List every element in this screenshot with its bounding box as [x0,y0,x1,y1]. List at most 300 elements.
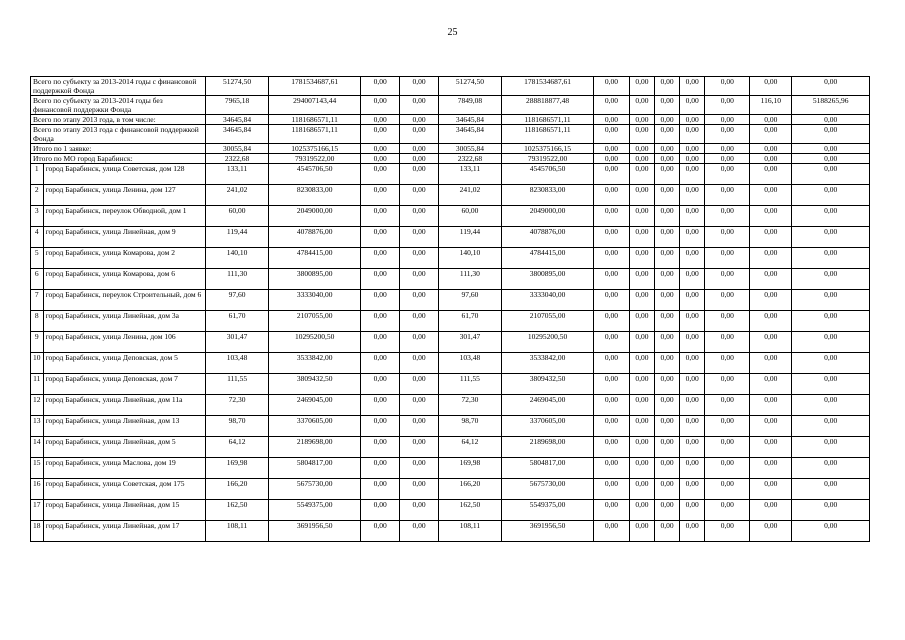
value-cell: 0,00 [361,500,400,521]
value-cell: 64,12 [438,437,501,458]
summary-cell: 0,00 [680,154,705,164]
value-cell: 0,00 [750,311,792,332]
value-cell: 0,00 [400,437,439,458]
data-rows [31,164,870,542]
summary-cell: 79319522,00 [501,154,593,164]
table-row [31,395,870,416]
value-cell: 0,00 [400,500,439,521]
value-cell: 0,00 [750,227,792,248]
value-cell: 0,00 [680,227,705,248]
value-cell: 0,00 [594,479,630,500]
summary-cell: 0,00 [705,154,750,164]
summary-cell: 7849,08 [438,96,501,115]
value-cell: 0,00 [680,290,705,311]
value-cell: 0,00 [750,185,792,206]
value-cell: 0,00 [750,374,792,395]
value-cell: 0,00 [361,164,400,185]
value-cell: 0,00 [750,521,792,542]
table-row [31,248,870,269]
summary-label: Итого по МО город Барабинск: [31,154,206,164]
value-cell: 0,00 [594,311,630,332]
summary-cell: 34645,84 [206,115,269,125]
value-cell: 0,00 [792,395,870,416]
value-cell: 0,00 [705,353,750,374]
row-number: 1 [31,164,44,185]
value-cell: 8230833,00 [269,185,361,206]
value-cell: 0,00 [361,458,400,479]
summary-row [31,125,870,144]
address-cell: город Барабинск, улица Маслова, дом 19 [43,458,206,479]
value-cell: 0,00 [705,500,750,521]
value-cell: 0,00 [750,395,792,416]
value-cell: 3809432,50 [269,374,361,395]
value-cell: 3800895,00 [501,269,593,290]
value-cell: 111,55 [438,374,501,395]
address-cell: город Барабинск, переулок Обводной, дом 1 [43,206,206,227]
value-cell: 5675730,00 [269,479,361,500]
value-cell: 119,44 [206,227,269,248]
value-cell: 0,00 [361,311,400,332]
row-number: 12 [31,395,44,416]
value-cell: 0,00 [594,248,630,269]
summary-cell: 5188265,96 [792,96,870,115]
summary-cell: 0,00 [654,154,679,164]
value-cell: 4784415,00 [269,248,361,269]
value-cell: 0,00 [594,332,630,353]
value-cell: 0,00 [792,479,870,500]
table-row [31,332,870,353]
value-cell: 0,00 [680,395,705,416]
summary-cell: 34645,84 [438,125,501,144]
value-cell: 0,00 [792,227,870,248]
value-cell: 3691956,50 [269,521,361,542]
summary-cell: 0,00 [400,154,439,164]
summary-cell: 51274,50 [206,77,269,96]
summary-cell: 0,00 [705,125,750,144]
value-cell: 0,00 [705,164,750,185]
summary-cell: 1781534687,61 [269,77,361,96]
value-cell: 0,00 [361,227,400,248]
table-row [31,290,870,311]
value-cell: 0,00 [705,206,750,227]
address-cell: город Барабинск, улица Комарова, дом 6 [43,269,206,290]
value-cell: 0,00 [750,290,792,311]
value-cell: 0,00 [750,479,792,500]
value-cell: 0,00 [400,290,439,311]
row-number: 13 [31,416,44,437]
value-cell: 133,11 [206,164,269,185]
value-cell: 103,48 [438,353,501,374]
value-cell: 0,00 [629,374,654,395]
value-cell: 3533842,00 [269,353,361,374]
value-cell: 0,00 [792,353,870,374]
table-row [31,500,870,521]
value-cell: 0,00 [654,521,679,542]
summary-cell: 0,00 [680,144,705,154]
summary-cell: 1025375166,15 [501,144,593,154]
summary-cell: 0,00 [594,144,630,154]
value-cell: 0,00 [629,437,654,458]
value-cell: 0,00 [705,416,750,437]
value-cell: 0,00 [680,437,705,458]
value-cell: 0,00 [594,164,630,185]
address-cell: город Барабинск, улица Линейная, дом 5 [43,437,206,458]
address-cell: город Барабинск, улица Советская, дом 175 [43,479,206,500]
value-cell: 0,00 [750,269,792,290]
summary-cell: 0,00 [400,77,439,96]
summary-cell: 7965,18 [206,96,269,115]
summary-cell: 0,00 [629,144,654,154]
row-number: 14 [31,437,44,458]
summary-cell: 0,00 [400,144,439,154]
value-cell: 0,00 [705,269,750,290]
value-cell: 0,00 [594,227,630,248]
value-cell: 140,10 [206,248,269,269]
summary-cell: 0,00 [654,144,679,154]
summary-cell: 0,00 [361,115,400,125]
address-cell: город Барабинск, улица Линейная, дом 17 [43,521,206,542]
value-cell: 162,50 [438,500,501,521]
value-cell: 0,00 [792,416,870,437]
summary-cell: 0,00 [594,154,630,164]
value-cell: 0,00 [629,332,654,353]
value-cell: 0,00 [680,521,705,542]
value-cell: 0,00 [400,248,439,269]
value-cell: 2107055,00 [501,311,593,332]
value-cell: 0,00 [654,164,679,185]
value-cell: 0,00 [400,353,439,374]
row-number: 8 [31,311,44,332]
value-cell: 61,70 [438,311,501,332]
value-cell: 0,00 [792,500,870,521]
value-cell: 0,00 [792,269,870,290]
value-cell: 119,44 [438,227,501,248]
value-cell: 0,00 [705,311,750,332]
value-cell: 0,00 [629,248,654,269]
value-cell: 4078876,00 [501,227,593,248]
address-cell: город Барабинск, улица Линейная, дом 11а [43,395,206,416]
value-cell: 0,00 [361,248,400,269]
summary-cell: 0,00 [361,77,400,96]
value-cell: 0,00 [654,458,679,479]
value-cell: 111,30 [206,269,269,290]
value-cell: 3333040,00 [501,290,593,311]
row-number: 9 [31,332,44,353]
table-row [31,353,870,374]
summary-cell: 0,00 [400,125,439,144]
summary-cell: 0,00 [705,96,750,115]
row-number: 4 [31,227,44,248]
table-row [31,374,870,395]
value-cell: 0,00 [654,416,679,437]
summary-cell: 1025375166,15 [269,144,361,154]
value-cell: 0,00 [705,395,750,416]
value-cell: 0,00 [654,206,679,227]
summary-label: Всего по субъекту за 2013-2014 годы без финансовой поддержки Фонда [31,96,206,115]
value-cell: 0,00 [750,458,792,479]
value-cell: 0,00 [400,269,439,290]
summary-cell: 0,00 [654,115,679,125]
value-cell: 98,70 [438,416,501,437]
value-cell: 0,00 [361,332,400,353]
value-cell: 0,00 [594,458,630,479]
value-cell: 0,00 [361,185,400,206]
summary-row [31,96,870,115]
value-cell: 0,00 [705,332,750,353]
summary-cell: 0,00 [629,154,654,164]
summary-cell: 0,00 [750,77,792,96]
summary-cell: 2322,68 [206,154,269,164]
table-row [31,164,870,185]
value-cell: 0,00 [792,437,870,458]
value-cell: 10295200,50 [269,332,361,353]
value-cell: 0,00 [594,395,630,416]
value-cell: 0,00 [792,248,870,269]
value-cell: 0,00 [705,185,750,206]
value-cell: 166,20 [206,479,269,500]
table-row [31,521,870,542]
summary-cell: 0,00 [400,96,439,115]
value-cell: 111,55 [206,374,269,395]
value-cell: 0,00 [705,479,750,500]
address-cell: город Барабинск, улица Линейная, дом 9 [43,227,206,248]
value-cell: 4545706,50 [501,164,593,185]
value-cell: 0,00 [400,206,439,227]
value-cell: 0,00 [750,353,792,374]
value-cell: 0,00 [361,374,400,395]
value-cell: 0,00 [594,416,630,437]
value-cell: 301,47 [438,332,501,353]
address-cell: город Барабинск, улица Советская, дом 128 [43,164,206,185]
value-cell: 5804817,00 [269,458,361,479]
value-cell: 0,00 [400,521,439,542]
value-cell: 72,30 [206,395,269,416]
value-cell: 0,00 [705,290,750,311]
summary-cell: 0,00 [750,125,792,144]
value-cell: 0,00 [680,374,705,395]
value-cell: 0,00 [361,269,400,290]
value-cell: 0,00 [594,521,630,542]
value-cell: 0,00 [594,290,630,311]
summary-cell: 0,00 [750,115,792,125]
summary-cell: 0,00 [705,77,750,96]
value-cell: 2049000,00 [501,206,593,227]
value-cell: 0,00 [400,416,439,437]
table-row [31,206,870,227]
value-cell: 0,00 [629,479,654,500]
value-cell: 2469045,00 [269,395,361,416]
summary-cell: 0,00 [629,125,654,144]
table-row [31,458,870,479]
row-number: 3 [31,206,44,227]
value-cell: 0,00 [400,395,439,416]
summary-cell: 0,00 [792,154,870,164]
address-cell: город Барабинск, улица Ленина, дом 127 [43,185,206,206]
summary-cell: 0,00 [654,77,679,96]
summary-cell: 0,00 [594,96,630,115]
value-cell: 0,00 [594,185,630,206]
value-cell: 0,00 [361,521,400,542]
value-cell: 0,00 [361,395,400,416]
summary-cell: 0,00 [594,115,630,125]
value-cell: 0,00 [361,416,400,437]
table-row [31,479,870,500]
summary-cell: 30055,84 [438,144,501,154]
value-cell: 72,30 [438,395,501,416]
value-cell: 0,00 [594,437,630,458]
summary-cell: 0,00 [629,96,654,115]
value-cell: 241,02 [206,185,269,206]
summary-cell: 1181686571,11 [501,125,593,144]
value-cell: 0,00 [680,479,705,500]
value-cell: 133,11 [438,164,501,185]
value-cell: 0,00 [654,353,679,374]
value-cell: 0,00 [792,311,870,332]
summary-cell: 1181686571,11 [269,125,361,144]
summary-label: Итого по 1 заявке: [31,144,206,154]
value-cell: 241,02 [438,185,501,206]
value-cell: 2049000,00 [269,206,361,227]
value-cell: 97,60 [206,290,269,311]
value-cell: 140,10 [438,248,501,269]
summary-cell: 0,00 [629,77,654,96]
summary-cell: 0,00 [680,77,705,96]
value-cell: 0,00 [361,206,400,227]
value-cell: 0,00 [792,164,870,185]
summary-label: Всего по этапу 2013 года, в том числе: [31,115,206,125]
value-cell: 64,12 [206,437,269,458]
value-cell: 0,00 [680,332,705,353]
value-cell: 0,00 [680,353,705,374]
value-cell: 0,00 [400,311,439,332]
value-cell: 0,00 [792,332,870,353]
summary-label: Всего по субъекту за 2013-2014 годы с финансовой поддержкой Фонда [31,77,206,96]
value-cell: 2469045,00 [501,395,593,416]
summary-row [31,77,870,96]
value-cell: 0,00 [629,521,654,542]
summary-cell: 0,00 [750,154,792,164]
value-cell: 0,00 [594,374,630,395]
summary-cell: 34645,84 [438,115,501,125]
summary-cell: 0,00 [792,144,870,154]
summary-cell: 1781534687,61 [501,77,593,96]
summary-cell: 0,00 [629,115,654,125]
value-cell: 0,00 [629,164,654,185]
summary-cell: 0,00 [654,125,679,144]
summary-cell: 0,00 [792,125,870,144]
value-cell: 0,00 [680,500,705,521]
summary-cell: 0,00 [594,77,630,96]
value-cell: 0,00 [400,332,439,353]
page-number: 25 [447,27,458,38]
row-number: 17 [31,500,44,521]
value-cell: 0,00 [654,248,679,269]
value-cell: 0,00 [750,500,792,521]
value-cell: 0,00 [654,374,679,395]
value-cell: 0,00 [629,500,654,521]
summary-cell: 2322,68 [438,154,501,164]
value-cell: 61,70 [206,311,269,332]
summary-cell: 0,00 [361,96,400,115]
value-cell: 0,00 [594,269,630,290]
summary-cell: 0,00 [792,77,870,96]
value-cell: 0,00 [792,458,870,479]
value-cell: 0,00 [680,269,705,290]
value-cell: 0,00 [792,521,870,542]
summary-cell: 0,00 [400,115,439,125]
value-cell: 0,00 [629,311,654,332]
value-cell: 0,00 [654,227,679,248]
address-cell: город Барабинск, улица Деповская, дом 7 [43,374,206,395]
value-cell: 5549375,00 [501,500,593,521]
summary-cell: 0,00 [750,144,792,154]
summary-cell: 0,00 [654,96,679,115]
value-cell: 0,00 [629,353,654,374]
summary-cell: 0,00 [792,115,870,125]
capital-repair-table [30,76,870,542]
value-cell: 0,00 [361,353,400,374]
value-cell: 97,60 [438,290,501,311]
value-cell: 0,00 [654,185,679,206]
summary-cell: 1181686571,11 [501,115,593,125]
table-row [31,311,870,332]
summary-cell: 79319522,00 [269,154,361,164]
value-cell: 0,00 [654,437,679,458]
value-cell: 0,00 [654,311,679,332]
value-cell: 0,00 [750,416,792,437]
summary-row [31,115,870,125]
table-row [31,227,870,248]
value-cell: 111,30 [438,269,501,290]
value-cell: 0,00 [680,416,705,437]
value-cell: 0,00 [629,206,654,227]
value-cell: 8230833,00 [501,185,593,206]
value-cell: 0,00 [654,479,679,500]
value-cell: 3533842,00 [501,353,593,374]
value-cell: 301,47 [206,332,269,353]
value-cell: 2189698,00 [269,437,361,458]
summary-cell: 34645,84 [206,125,269,144]
row-number: 2 [31,185,44,206]
value-cell: 2107055,00 [269,311,361,332]
value-cell: 0,00 [705,521,750,542]
value-cell: 0,00 [654,290,679,311]
address-cell: город Барабинск, улица Линейная, дом 13 [43,416,206,437]
value-cell: 0,00 [680,185,705,206]
value-cell: 0,00 [654,332,679,353]
value-cell: 0,00 [361,437,400,458]
summary-cell: 116,10 [750,96,792,115]
row-number: 6 [31,269,44,290]
address-cell: город Барабинск, улица Линейная, дом 15 [43,500,206,521]
summary-label: Всего по этапу 2013 года с финансовой поддержкой Фонда [31,125,206,144]
value-cell: 0,00 [705,374,750,395]
summary-cell: 294007143,44 [269,96,361,115]
value-cell: 0,00 [400,374,439,395]
value-cell: 0,00 [400,227,439,248]
row-number: 15 [31,458,44,479]
address-cell: город Барабинск, улица Линейная, дом 3а [43,311,206,332]
value-cell: 169,98 [438,458,501,479]
address-cell: город Барабинск, переулок Строительный, дом 6 [43,290,206,311]
value-cell: 2189698,00 [501,437,593,458]
value-cell: 0,00 [629,416,654,437]
value-cell: 0,00 [629,269,654,290]
summary-cell: 30055,84 [206,144,269,154]
value-cell: 0,00 [594,353,630,374]
value-cell: 0,00 [654,269,679,290]
value-cell: 0,00 [792,290,870,311]
